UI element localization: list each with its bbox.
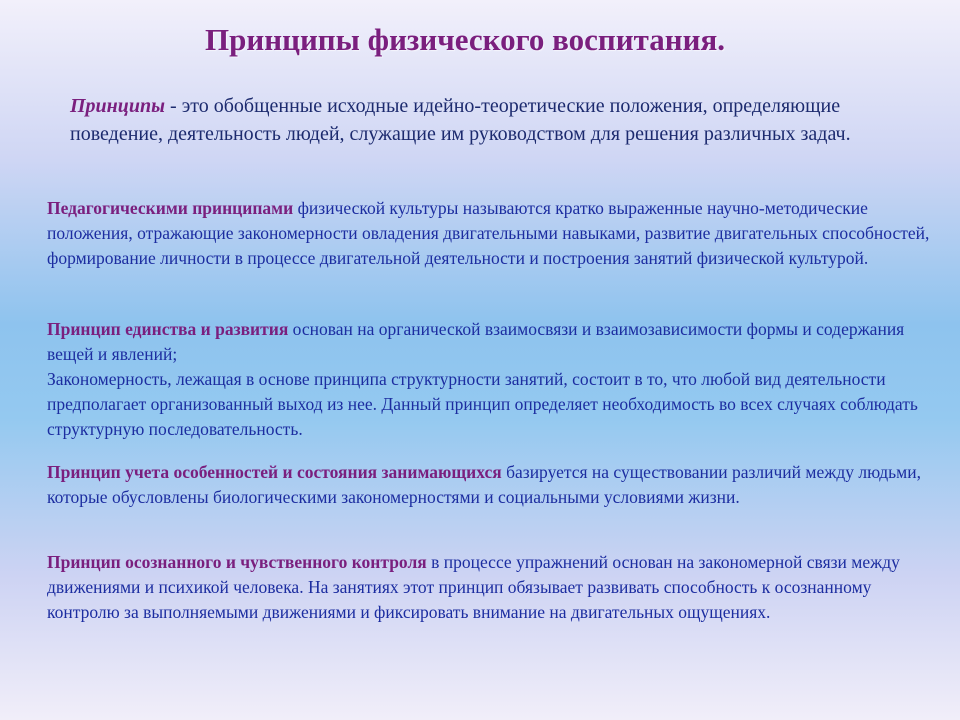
page-title: Принципы физического воспитания. (205, 22, 725, 57)
control-principle-text: в процессе упражнений основан на закономерной связи между движениями и психикой человека. На занятиях этот принцип обязывает развивать способность к осознанному контролю за выполняемыми движениями и фиксировать внимание на двигательных ощущениях. (47, 552, 900, 622)
definition-text: - это обобщенные исходные идейно-теоретические положения, определяющие поведение, деятельность людей, служащие им руководством для решения различных задач. (70, 95, 851, 145)
unity-principle-term: Принцип единства и развития (47, 319, 289, 339)
pedagogical-principles-term: Педагогическими принципами (47, 198, 294, 218)
principles-definition (70, 92, 870, 148)
features-principle-paragraph (47, 460, 937, 510)
control-principle-paragraph (47, 550, 937, 625)
features-principle-text: базируется на существовании различий между людьми, которые обусловлены биологическими закономерностями и социальными условиями жизни. (47, 462, 921, 507)
unity-principle-paragraph (47, 317, 937, 442)
unity-principle-text: основан на органической взаимосвязи и взаимозависимости формы и содержания вещей и явлений; (47, 319, 905, 364)
definition-term: Принципы (70, 95, 166, 117)
pedagogical-principles-text: физической культуры называются кратко выраженные научно-методические положения, отражающие закономерности овладения двигательными навыками, развитие двигательных способностей, формирование личности в процессе двигательной деятельности и построения занятий физической культурой. (47, 198, 930, 268)
features-principle-term: Принцип учета особенностей и состояния занимающихся (47, 462, 502, 482)
pedagogical-principles-paragraph (47, 196, 937, 271)
control-principle-term: Принцип осознанного и чувственного контроля (47, 552, 427, 572)
structure-principle-text: Закономерность, лежащая в основе принципа структурности занятий, состоит в то, что любой вид деятельности предполагает организованный выход из нее. Данный принцип определяет необходимость во всех случаях соблюдать структурную последовательность. (47, 369, 918, 439)
